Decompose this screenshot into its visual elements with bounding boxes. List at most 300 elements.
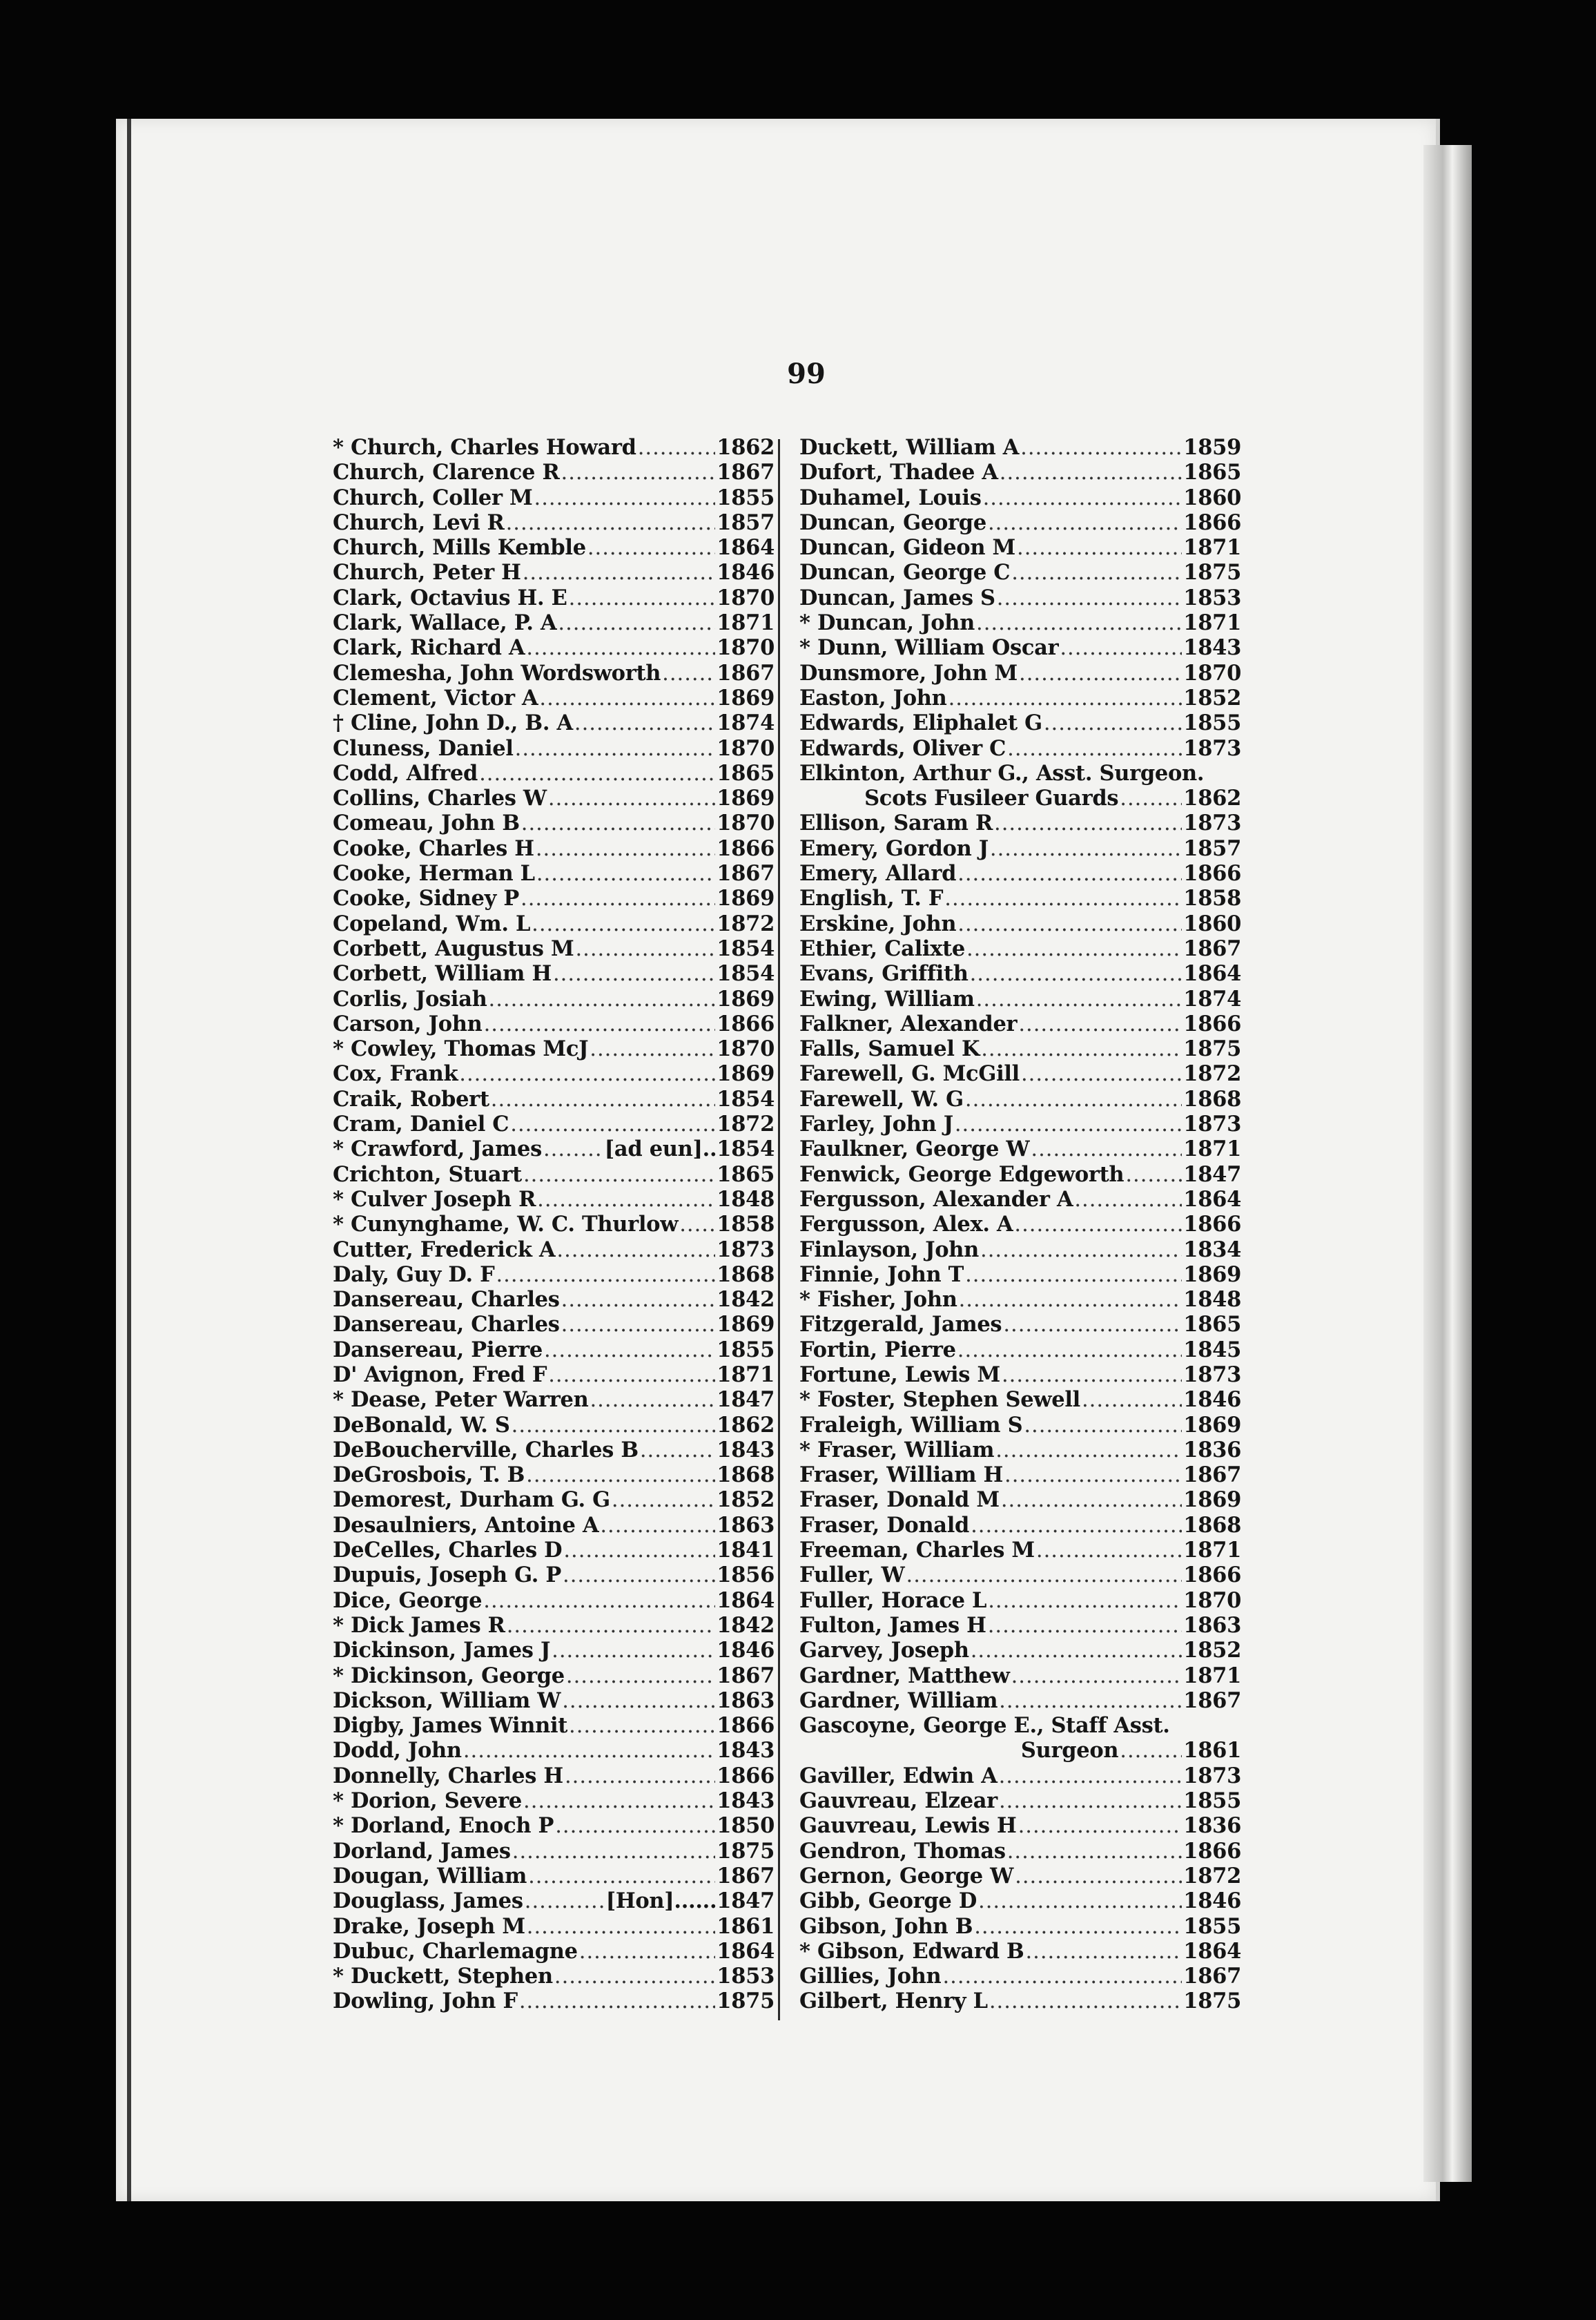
register-entry	[333, 1538, 775, 1563]
entry-name: Duncan, George	[799, 510, 986, 535]
entry-year: 1846	[717, 560, 775, 586]
leader-dots	[957, 862, 1182, 886]
entry-year: [ad eun]..1854	[604, 1137, 775, 1162]
register-entry	[333, 1162, 775, 1187]
register-entry	[333, 1638, 775, 1663]
entry-name: Dodd, John	[333, 1738, 462, 1763]
entry-year: 1875	[1183, 1036, 1241, 1062]
leader-dots	[994, 811, 1182, 835]
entry-name: Fraser, William H	[799, 1462, 1004, 1488]
entry-year: 1871	[1183, 1538, 1241, 1563]
leader-dots	[587, 536, 715, 560]
leader-dots	[1017, 536, 1182, 560]
entry-name: Demorest, Durham G. G	[333, 1487, 610, 1513]
leader-dots	[507, 1614, 716, 1638]
entry-year: 1847	[1183, 1161, 1241, 1187]
leader-dots	[1021, 1062, 1182, 1086]
leader-dots	[1120, 1739, 1182, 1763]
register-entry	[799, 1813, 1241, 1838]
leader-dots	[966, 937, 1182, 961]
leader-dots	[1007, 737, 1182, 761]
register-entry	[799, 610, 1241, 635]
entry-name: Finnie, John T	[799, 1262, 964, 1287]
entry-year: 1855	[1183, 710, 1241, 736]
entry-name: Farewell, W. G	[799, 1086, 964, 1112]
leader-dots	[1031, 1137, 1182, 1161]
entry-year: 1872	[717, 1112, 775, 1137]
entry-year: 1872	[1183, 1061, 1241, 1087]
entry-year: 1873	[1183, 811, 1241, 836]
entry-name: DeCelles, Charles D	[333, 1538, 563, 1563]
register-entry	[799, 1563, 1241, 1587]
entry-name: Gendron, Thomas	[799, 1838, 1006, 1864]
entry-year: 1867	[717, 1863, 775, 1888]
leader-dots	[955, 1112, 1182, 1137]
register-entry	[333, 1688, 775, 1713]
entry-year: 1862	[717, 435, 775, 460]
leader-dots	[1011, 1664, 1183, 1688]
register-entry	[799, 1012, 1241, 1036]
entry-year: 1865	[1183, 460, 1241, 485]
entry-year: 1867	[717, 660, 775, 686]
entry-year: 1868	[717, 1262, 775, 1287]
leader-dots	[561, 461, 716, 485]
leader-dots	[515, 737, 716, 761]
entry-year: 1869	[1183, 1412, 1241, 1438]
leader-dots	[536, 837, 715, 861]
entry-name: Gaviller, Edwin A	[799, 1763, 998, 1788]
register-entry	[799, 1112, 1241, 1137]
entry-name: Fulton, James H	[799, 1612, 986, 1638]
entry-year: 1869	[717, 986, 775, 1012]
register-entry	[333, 1387, 775, 1412]
entry-continuation	[799, 786, 1241, 811]
register-entry	[799, 1513, 1241, 1538]
entry-name: Church, Levi R	[333, 510, 505, 535]
entry-year: 1843	[717, 1738, 775, 1763]
entry-name: Clark, Richard A	[333, 635, 525, 661]
leader-dots	[484, 1012, 716, 1036]
register-entry	[333, 961, 775, 986]
leader-dots	[1011, 561, 1182, 585]
entry-name: Dansereau, Pierre	[333, 1337, 543, 1362]
entry-name: Elkinton, Arthur G., Asst. Surgeon.	[799, 760, 1205, 786]
leader-dots	[988, 1589, 1182, 1613]
entry-name: Digby, James Winnit	[333, 1713, 568, 1739]
register-entry	[333, 635, 775, 660]
leader-dots	[520, 887, 715, 911]
entry-year: 1864	[717, 1587, 775, 1613]
leader-dots	[1020, 436, 1182, 460]
entry-name: Fitzgerald, James	[799, 1312, 1002, 1337]
register-entry	[333, 1036, 775, 1061]
entry-year: 1870	[717, 811, 775, 836]
leader-dots	[1025, 1940, 1182, 1964]
entry-name: Fuller, W	[799, 1563, 905, 1588]
entry-name: Fergusson, Alexander A	[799, 1186, 1073, 1212]
register-entry	[333, 1839, 775, 1864]
leader-dots	[590, 1037, 715, 1061]
entry-year: 1873	[1183, 1763, 1241, 1788]
register-entry	[333, 1087, 775, 1112]
entry-year: 1874	[717, 710, 775, 736]
leader-dots	[638, 436, 716, 460]
register-entry	[799, 686, 1241, 710]
entry-year: 1855	[717, 1337, 775, 1362]
entry-year: 1873	[1183, 1362, 1241, 1387]
leader-dots	[989, 1989, 1182, 2013]
entry-name: Dowling, John F	[333, 1989, 518, 2014]
leader-dots	[537, 1188, 715, 1212]
entry-year: 1875	[717, 1838, 775, 1864]
entry-year: 1860	[1183, 485, 1241, 510]
entry-year: 1847	[717, 1387, 775, 1413]
entry-name: Corlis, Josiah	[333, 986, 487, 1012]
leader-dots	[679, 1212, 715, 1237]
entry-year: 1867	[717, 460, 775, 485]
leader-dots	[489, 987, 716, 1012]
register-entry	[799, 987, 1241, 1012]
entry-name: Edwards, Oliver C	[799, 735, 1006, 761]
entry-name: * Cowley, Thomas McJ	[333, 1036, 589, 1062]
register-entry	[799, 911, 1241, 936]
leader-dots	[999, 1764, 1183, 1788]
register-entry	[799, 1487, 1241, 1512]
entry-name: Evans, Griffith	[799, 961, 969, 987]
entry-year: 1853	[717, 1964, 775, 1989]
entry-name: Donnelly, Charles H	[333, 1763, 563, 1788]
entry-year: 1869	[717, 685, 775, 710]
leader-dots	[528, 1864, 715, 1888]
register-entry	[333, 1738, 775, 1763]
entry-name: Dufort, Thadee A	[799, 460, 998, 485]
entry-year: 1873	[717, 1237, 775, 1262]
leader-dots	[640, 1438, 715, 1462]
entry-year: 1856	[717, 1563, 775, 1588]
entry-year: 1866	[717, 1713, 775, 1739]
register-entry	[799, 1438, 1241, 1462]
register-entry	[333, 485, 775, 510]
entry-name: Ewing, William	[799, 986, 975, 1012]
register-entry	[333, 786, 775, 811]
entry-year: 1855	[1183, 1913, 1241, 1939]
register-entry	[799, 485, 1241, 510]
leader-dots	[563, 1538, 715, 1563]
entry-name: * Gibson, Edward B	[799, 1938, 1024, 1964]
entry-name: Duhamel, Louis	[799, 485, 982, 510]
entry-year: 1841	[717, 1538, 775, 1563]
register-entry	[333, 1413, 775, 1438]
entry-name: Falls, Samuel K	[799, 1036, 980, 1062]
entry-name: Copeland, Wm. L	[333, 911, 531, 936]
register-entry	[799, 1187, 1241, 1212]
register-entry	[333, 1061, 775, 1086]
leader-dots	[1018, 1012, 1182, 1036]
entry-year: 1871	[1183, 1137, 1241, 1162]
entry-year: 1854	[717, 936, 775, 961]
entry-year: 1848	[1183, 1287, 1241, 1313]
entry-note	[799, 761, 1241, 786]
leader-dots	[1004, 1463, 1182, 1487]
entry-year: 1845	[1183, 1337, 1241, 1362]
entry-name: Cooke, Herman L	[333, 861, 535, 887]
entry-year: 1869	[1183, 1262, 1241, 1287]
entry-year: 1867	[1183, 936, 1241, 961]
leader-dots	[566, 1664, 715, 1688]
entry-name: Dansereau, Charles	[333, 1312, 560, 1337]
register-entry	[799, 1538, 1241, 1563]
entry-name: Cluness, Daniel	[333, 735, 514, 761]
binding-gutter	[127, 119, 131, 2201]
register-entry	[333, 1487, 775, 1512]
leader-dots	[1024, 1413, 1182, 1438]
register-entry	[333, 861, 775, 886]
entry-year: 1867	[717, 1663, 775, 1688]
leader-dots	[483, 1589, 715, 1613]
register-entry	[799, 1337, 1241, 1362]
entry-year: 1836	[1183, 1437, 1241, 1462]
entry-year: 1863	[717, 1512, 775, 1538]
leader-dots	[526, 1463, 715, 1487]
page-edge	[1423, 145, 1472, 2182]
register-entry	[333, 1788, 775, 1813]
leader-dots	[1019, 661, 1182, 686]
entry-year: 1834	[1183, 1237, 1241, 1262]
leader-dots	[479, 762, 715, 786]
leader-dots	[519, 1989, 715, 2013]
leader-dots	[965, 1088, 1182, 1112]
entry-name: Dansereau, Charles	[333, 1287, 560, 1313]
register-entry	[333, 435, 775, 460]
register-entry	[333, 460, 775, 485]
register-entry	[333, 586, 775, 610]
register-entry	[799, 1888, 1241, 1913]
entry-name: Freeman, Charles M	[799, 1538, 1035, 1563]
leader-dots	[980, 1238, 1182, 1262]
entry-name: * Dunn, William Oscar	[799, 635, 1059, 661]
entry-name: Gibson, John B	[799, 1913, 973, 1939]
leader-dots	[534, 486, 716, 510]
entry-name: Cram, Daniel C	[333, 1112, 509, 1137]
entry-name: Cooke, Charles H	[333, 835, 534, 861]
entry-year: 1868	[1183, 1512, 1241, 1538]
entry-name: Codd, Alfred	[333, 760, 478, 786]
entry-name: * Duckett, Stephen	[333, 1964, 553, 1989]
entry-name: Dunsmore, John M	[799, 660, 1018, 686]
entry-name: Garvey, Joseph	[799, 1638, 969, 1663]
register-entry	[333, 1663, 775, 1688]
entry-year: 1870	[717, 735, 775, 761]
leader-dots	[1060, 636, 1182, 660]
entry-name: Collins, Charles W	[333, 786, 547, 811]
register-entry	[799, 1989, 1241, 2013]
register-entry	[799, 1638, 1241, 1663]
entry-name: Erskine, John	[799, 911, 957, 936]
leader-dots	[512, 1839, 716, 1864]
register-entry	[333, 535, 775, 560]
leader-dots	[1125, 1163, 1182, 1187]
entry-name: Fuller, Horace L	[799, 1587, 987, 1613]
leader-dots	[561, 1288, 716, 1312]
entry-note	[799, 1713, 1241, 1738]
entry-name: Church, Peter H	[333, 560, 521, 586]
leader-dots	[523, 1789, 715, 1813]
entry-year: 1855	[1183, 1788, 1241, 1814]
entry-year: 1872	[717, 911, 775, 936]
entry-year: 1836	[1183, 1813, 1241, 1839]
register-entry	[333, 1362, 775, 1387]
leader-dots	[1014, 1212, 1182, 1237]
register-entry	[333, 1588, 775, 1613]
register-entry	[333, 510, 775, 535]
leader-dots	[536, 862, 715, 886]
entry-year: 1866	[1183, 1563, 1241, 1588]
register-entry	[799, 936, 1241, 961]
register-entry	[799, 1588, 1241, 1613]
leader-dots	[942, 1964, 1182, 1989]
entry-name: * Duncan, John	[799, 610, 975, 636]
entry-name: Gernon, George W	[799, 1863, 1014, 1888]
entry-year: 1869	[717, 886, 775, 911]
entry-year: 1859	[1183, 435, 1241, 460]
entry-name: Ethier, Calixte	[799, 936, 965, 961]
entry-name: Dupuis, Joseph G. P	[333, 1563, 562, 1588]
page-number: 99	[787, 358, 826, 390]
register-entry	[799, 1688, 1241, 1713]
entry-name: D' Avignon, Fred F	[333, 1362, 547, 1387]
entry-year: 1867	[1183, 1462, 1241, 1488]
leader-dots	[569, 1714, 715, 1738]
leader-dots	[548, 1363, 715, 1387]
leader-dots	[491, 1088, 716, 1112]
entry-year: 1866	[1183, 1011, 1241, 1036]
entry-year: 1848	[717, 1186, 775, 1212]
leader-dots	[997, 586, 1183, 610]
register-entry	[333, 1563, 775, 1587]
entry-name: Gauvreau, Elzear	[799, 1788, 998, 1814]
entry-name: Farewell, G. McGill	[799, 1061, 1020, 1087]
entry-year: 1869	[717, 1312, 775, 1337]
entry-year: 1854	[717, 1086, 775, 1112]
register-entry	[799, 635, 1241, 660]
register-entry	[333, 836, 775, 861]
leader-dots	[976, 611, 1182, 635]
entry-name: Emery, Gordon J	[799, 835, 989, 861]
leader-dots	[590, 1388, 715, 1412]
entry-name: Drake, Joseph M	[333, 1913, 525, 1939]
leader-dots	[957, 1338, 1183, 1362]
entry-name: * Dorland, Enoch P	[333, 1813, 554, 1839]
register-entry	[333, 1212, 775, 1237]
entry-year: 1843	[717, 1788, 775, 1814]
register-entry	[333, 1513, 775, 1538]
entry-year: 1862	[717, 1412, 775, 1438]
entry-year: 1870	[1183, 1587, 1241, 1613]
entry-year: 1875	[1183, 1989, 1241, 2014]
register-entry	[333, 1287, 775, 1312]
entry-name: Fraser, Donald M	[799, 1487, 1000, 1513]
leader-dots	[554, 1964, 715, 1989]
leader-dots	[1082, 1388, 1182, 1412]
entry-name: English, T. F	[799, 886, 944, 911]
leader-dots	[944, 887, 1182, 911]
entry-name: Fortin, Pierre	[799, 1337, 956, 1362]
register-entry	[333, 686, 775, 710]
entry-year: 1858	[717, 1212, 775, 1237]
entry-year: 1857	[717, 510, 775, 535]
entry-year: 1862	[1183, 786, 1241, 811]
entry-year: 1865	[1183, 1312, 1241, 1337]
entry-name: Fenwick, George Edgeworth	[799, 1161, 1125, 1187]
entry-name: Corbett, William H	[333, 961, 552, 987]
leader-dots	[1044, 711, 1182, 735]
entry-name: Desaulniers, Antoine A	[333, 1512, 599, 1538]
register-entry	[333, 886, 775, 911]
register-entry	[333, 1012, 775, 1036]
leader-dots	[523, 561, 716, 585]
register-entry	[799, 586, 1241, 610]
leader-dots	[555, 1814, 715, 1838]
entry-continuation-text: Surgeon	[1020, 1738, 1119, 1763]
entry-name: Clark, Octavius H. E	[333, 585, 567, 610]
register-entry	[333, 1813, 775, 1838]
entry-year: 1869	[717, 786, 775, 811]
register-entry	[333, 1187, 775, 1212]
entry-year: 1867	[1183, 1964, 1241, 1989]
entry-year: 1861	[717, 1913, 775, 1939]
register-entry	[799, 1413, 1241, 1438]
entry-name: Clark, Wallace, P. A	[333, 610, 557, 636]
register-entry	[799, 710, 1241, 735]
entry-year: 1864	[1183, 1938, 1241, 1964]
entry-name: Church, Clarence R	[333, 460, 560, 485]
leader-dots	[532, 912, 715, 936]
entry-year: 1864	[717, 1938, 775, 1964]
leader-dots	[496, 1263, 715, 1287]
entry-name: DeBoucherville, Charles B	[333, 1437, 639, 1462]
entry-year: 1850	[717, 1813, 775, 1839]
entry-name: Edwards, Eliphalet G	[799, 710, 1042, 736]
leader-dots	[981, 1037, 1182, 1061]
entry-year: 1858	[1183, 886, 1241, 911]
entry-name: Douglass, James	[333, 1888, 523, 1914]
register-entry	[799, 1237, 1241, 1262]
entry-year: 1843	[717, 1437, 775, 1462]
entry-year: 1875	[717, 1989, 775, 2014]
entry-name: Gardner, Matthew	[799, 1663, 1010, 1688]
entry-name: * Fisher, John	[799, 1287, 957, 1313]
leader-dots	[612, 1488, 715, 1512]
register-entry	[799, 1262, 1241, 1287]
entry-year: 1866	[1183, 861, 1241, 887]
leader-dots	[965, 1263, 1182, 1287]
register-entry	[333, 1237, 775, 1262]
register-entry	[799, 435, 1241, 460]
register-entry	[333, 1337, 775, 1362]
entry-year: [Hon]......1847	[605, 1888, 775, 1914]
entry-year: 1866	[717, 1763, 775, 1788]
entry-year: 1846	[1183, 1888, 1241, 1914]
leader-dots	[521, 811, 716, 835]
entry-name: Gauvreau, Lewis H	[799, 1813, 1017, 1839]
entry-name: * Dick James R	[333, 1612, 505, 1638]
entry-name: Faulkner, George W	[799, 1137, 1030, 1162]
entry-name: * Crawford, James	[333, 1137, 542, 1162]
leader-dots	[527, 1915, 716, 1939]
leader-dots	[906, 1563, 1183, 1587]
register-entry	[333, 1438, 775, 1462]
entry-year: 1870	[717, 1036, 775, 1062]
